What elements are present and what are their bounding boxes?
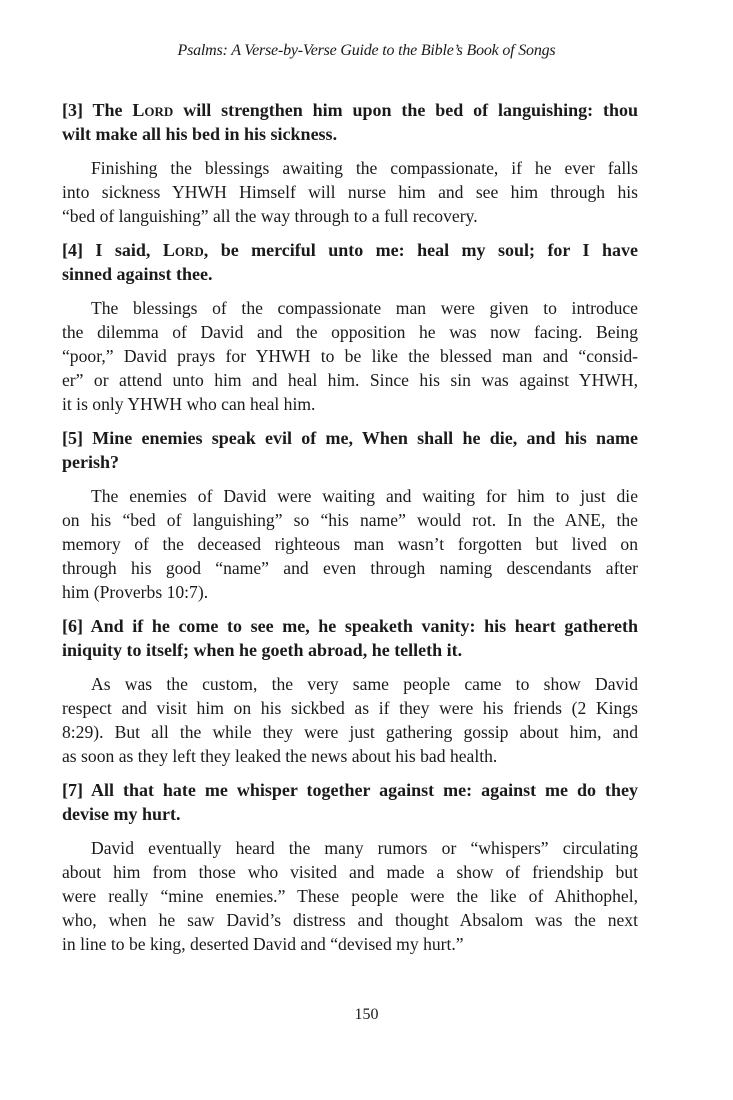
verse-text: will strengthen him upon the bed of languishing: thou <box>173 100 638 120</box>
commentary-line: The enemies of David were waiting and waiting for him to just die <box>91 486 638 506</box>
running-head: Psalms: A Verse-by-Verse Guide to the Bible’s Book of Songs <box>177 42 556 59</box>
commentary-paragraph <box>62 836 638 956</box>
commentary-line: The blessings of the compassionate man were given to introduce <box>91 298 638 318</box>
commentary-paragraph <box>62 156 638 228</box>
verse-section <box>62 239 638 416</box>
commentary-paragraph <box>62 672 638 768</box>
commentary-paragraph <box>62 484 638 604</box>
divine-name-smallcaps: Lord <box>132 100 174 120</box>
verse-heading-line <box>62 99 638 123</box>
commentary-line: on his “bed of languishing” so “his name” would rot. In the ANE, the <box>62 510 638 530</box>
verse-heading-line <box>62 263 638 287</box>
page-body <box>62 88 638 956</box>
verse-heading-line <box>62 779 638 803</box>
commentary-line: David eventually heard the many rumors or “whispers” circulating <box>91 838 638 858</box>
verse-heading <box>62 99 638 146</box>
verse-heading-line <box>62 615 638 639</box>
verse-heading <box>62 779 638 826</box>
commentary-line: “bed of languishing” all the way through to a full recovery. <box>62 206 478 226</box>
verse-text: [3] The <box>62 100 133 120</box>
commentary-line: through his good “name” and even through naming descendants after <box>62 558 638 578</box>
commentary-line: who, when he saw David’s distress and thought Absalom was the next <box>62 910 638 930</box>
commentary-line: As was the custom, the very same people came to show David <box>91 674 638 694</box>
page-number: 150 <box>354 1006 379 1023</box>
verse-text: [5] Mine enemies speak evil of me, When shall he die, and his name <box>62 428 638 448</box>
commentary-line: about him from those who visited and made a show of friendship but <box>62 862 638 882</box>
commentary-line: into sickness YHWH Himself will nurse him and see him through his <box>62 182 638 202</box>
verse-heading-line <box>62 803 638 827</box>
commentary-line: “poor,” David prays for YHWH to be like the blessed man and “consid- <box>62 346 638 366</box>
verse-section <box>62 615 638 768</box>
verse-text: perish? <box>62 451 120 472</box>
verse-text: devise my hurt. <box>62 803 181 824</box>
verse-text: [4] I said, <box>62 240 163 260</box>
commentary-paragraph <box>62 296 638 416</box>
verse-heading <box>62 615 638 662</box>
commentary-line: in line to be king, deserted David and “devised my hurt.” <box>62 934 464 954</box>
commentary-line: the dilemma of David and the opposition he was now facing. Being <box>62 322 638 342</box>
commentary-line: as soon as they left they leaked the news about his bad health. <box>62 746 498 766</box>
verse-heading-line <box>62 427 638 451</box>
verse-heading-line <box>62 239 638 263</box>
divine-name-smallcaps: Lord <box>162 240 204 260</box>
commentary-line: Finishing the blessings awaiting the compassionate, if he ever falls <box>91 158 638 178</box>
verse-heading-line <box>62 639 638 663</box>
verse-text: [7] All that hate me whisper together against me: against me do they <box>62 780 638 800</box>
verse-heading <box>62 427 638 474</box>
verse-heading-line <box>62 451 638 475</box>
commentary-line: respect and visit him on his sickbed as if they were his friends (2 Kings <box>62 698 638 718</box>
commentary-line: er” or attend unto him and heal him. Since his sin was against YHWH, <box>62 370 638 390</box>
commentary-line: it is only YHWH who can heal him. <box>62 394 316 414</box>
commentary-line: 8:29). But all the while they were just gathering gossip about him, and <box>62 722 638 742</box>
verse-heading <box>62 239 638 286</box>
commentary-line: were really “mine enemies.” These people were the like of Ahithophel, <box>62 886 638 906</box>
verse-text: wilt make all his bed in his sickness. <box>62 123 338 144</box>
commentary-line: him (Proverbs 10:7). <box>62 582 209 602</box>
verse-text: iniquity to itself; when he goeth abroad, he telleth it. <box>62 639 463 660</box>
verse-text: sinned against thee. <box>62 263 213 284</box>
verse-text: , be merciful unto me: heal my soul; for I have <box>203 240 638 260</box>
verse-heading-line <box>62 123 638 147</box>
commentary-line: memory of the deceased righteous man wasn’t forgotten but lived on <box>62 534 638 554</box>
verse-section <box>62 99 638 228</box>
verse-section <box>62 427 638 604</box>
verse-section <box>62 779 638 956</box>
verse-text: [6] And if he come to see me, he speaketh vanity: his heart gathereth <box>62 616 638 636</box>
